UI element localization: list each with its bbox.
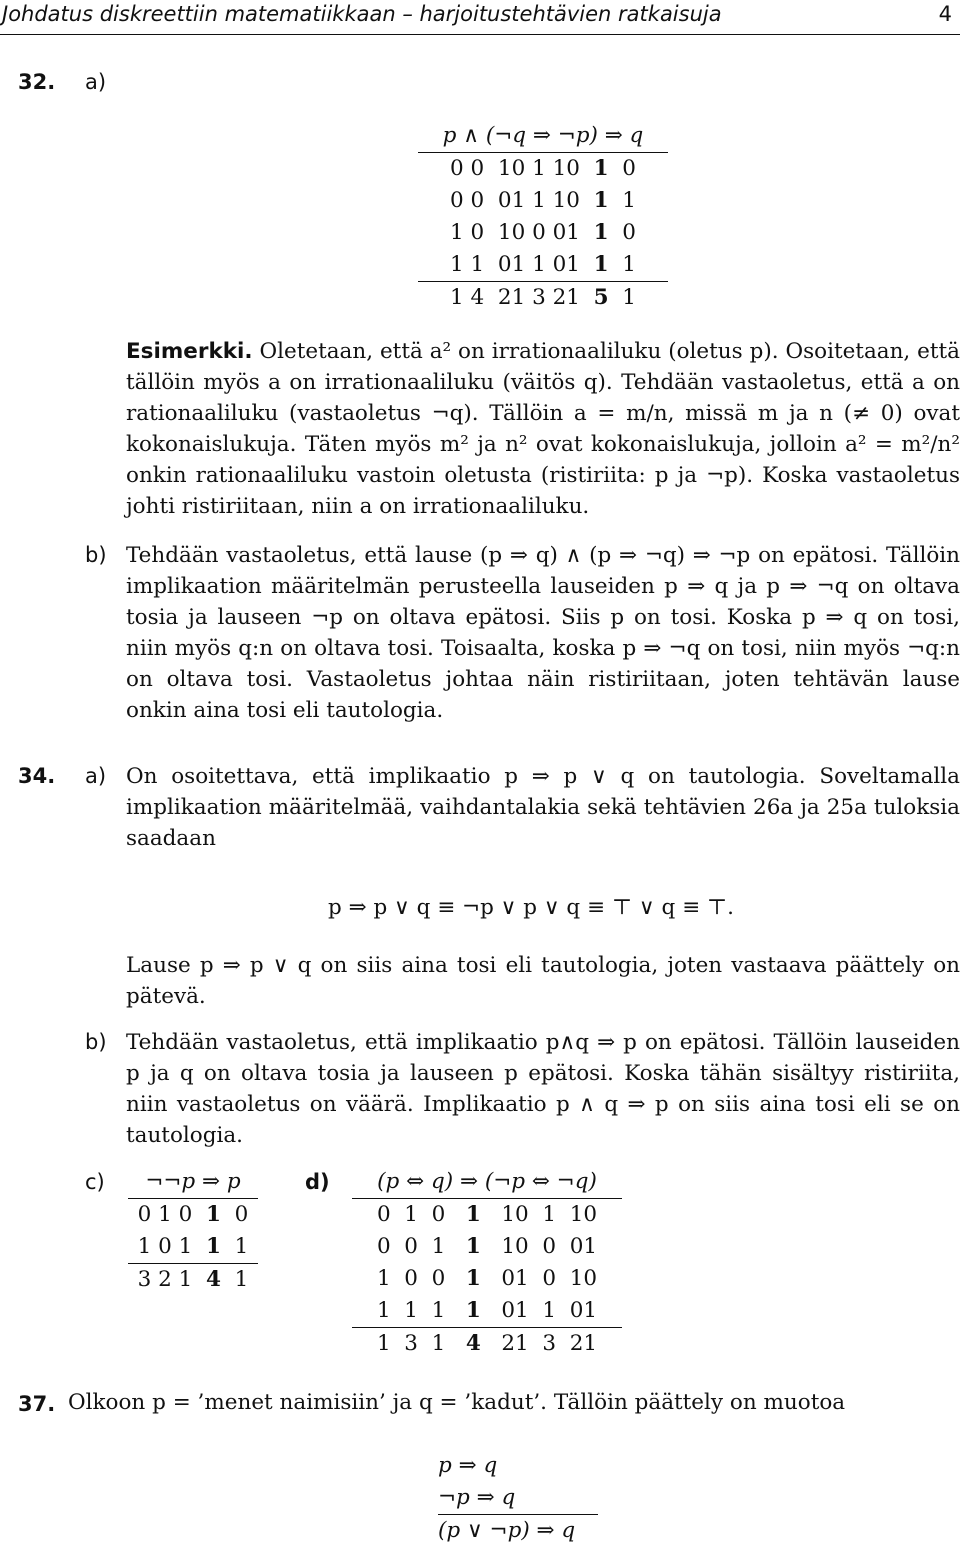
page-header xyxy=(0,0,960,30)
truth-table-order-row: 1 4 21 3 21 5 1 xyxy=(418,281,668,314)
premise-line: ¬p ⇒ q xyxy=(438,1485,516,1510)
premise-line: p ⇒ q xyxy=(438,1453,498,1478)
exercise-32-b-label: b) xyxy=(85,543,107,567)
exercise-32-number: 32. xyxy=(18,70,56,94)
exercise-32-b-text: Tehdään vastaoletus, että lause (p ⇒ q) ∧ (p ⇒ ¬q) ⇒ ¬p on epätosi. Tällöin implikaation määritelmän perusteella lauseiden p ⇒ q ja p ⇒ ¬q on oltava tosia ja lauseen ¬p on oltava epätosi. Siis p on tosi. Koska p ⇒ q on tosi, niin myös q:n on oltava tosi. Toisaalta, koska p ⇒ ¬q on tosi, niin myös ¬q:n on oltava tosi. Vastaoletus johtaa näin ristiriitaan, joten tehtävän lause onkin aina tosi eli tautologia. xyxy=(126,543,960,723)
exercise-34-b-text: Tehdään vastaoletus, että implikaatio p∧q ⇒ p on epätosi. Tällöin lauseiden p ja q on oltava tosia ja lauseen p epätosi. Koska tähän sisältyy ristiriita, niin vastaoletus on väärä. Implikaatio p ∧ q ⇒ p on siis aina tosi eli se on tautologia. xyxy=(126,1030,960,1148)
truth-table-row: 0 0 10 1 10 1 0 xyxy=(450,156,636,181)
truth-table-header: ¬¬p ⇒ p xyxy=(128,1166,258,1199)
truth-table-34c xyxy=(128,1166,258,1296)
exercise-34-d-label: d) xyxy=(305,1170,330,1194)
inference-37 xyxy=(438,1450,598,1547)
exercise-34-a-text: On osoitettava, että implikaatio p ⇒ p ∨ q on tautologia. Soveltamalla implikaation määritelmää, vaihdantalakia sekä tehtävien 26a ja 25a tuloksia saadaan xyxy=(126,764,960,851)
truth-table-row: 0 1 0 1 0 xyxy=(137,1202,249,1227)
truth-table-header: (p ⇔ q) ⇒ (¬p ⇔ ¬q) xyxy=(352,1166,622,1199)
example-paragraph xyxy=(126,336,960,522)
exercise-37-number: 37. xyxy=(18,1392,56,1416)
exercise-34-a-label: a) xyxy=(85,764,107,788)
exercise-34-number: 34. xyxy=(18,764,56,788)
exercise-34-c-label: c) xyxy=(85,1170,105,1194)
exercise-32-a-label: a) xyxy=(85,70,107,94)
truth-table-row: 1 0 10 0 01 1 0 xyxy=(450,220,636,245)
document-title: Johdatus diskreettiin matematiikkaan – harjoitustehtävien ratkaisuja xyxy=(2,2,722,26)
truth-table-row: 0 0 1 1 10 0 01 xyxy=(376,1234,598,1259)
truth-table-header: p ∧ (¬q ⇒ ¬p) ⇒ q xyxy=(418,120,668,153)
exercise-34-b-label: b) xyxy=(85,1030,107,1054)
example-label: Esimerkki. xyxy=(126,339,253,364)
truth-table-row: 1 1 1 1 01 1 01 xyxy=(376,1298,598,1323)
truth-table-row: 0 0 01 1 10 1 1 xyxy=(450,188,636,213)
truth-table-order-row: 3 2 1 4 1 xyxy=(128,1263,258,1296)
truth-table-row: 1 1 01 1 01 1 1 xyxy=(450,252,636,277)
header-rule xyxy=(0,34,960,35)
truth-table-row: 0 1 0 1 10 1 10 xyxy=(376,1202,598,1227)
truth-table-row: 1 0 0 1 01 0 10 xyxy=(376,1266,598,1291)
example-text: Oletetaan, että a² on irrationaaliluku (oletus p). Osoitetaan, että tällöin myös a on irrationaaliluku (väitös q). Tehdään vastaoletus, että a on rationaaliluku (vastaoletus ¬q). Tällöin a = m/n, missä m ja n (≠ 0) ovat kokonaislukuja. Täten myös m² ja n² ovat kokonaislukuja, jolloin a² = m²/n² onkin rationaaliluku vastoin oletusta (ristiriita: p ja ¬p). Koska vastaoletus johti ristiriitaan, niin a on irrationaaliluku. xyxy=(126,339,960,519)
truth-table-32a xyxy=(418,120,668,314)
conclusion-line: (p ∨ ¬p) ⇒ q xyxy=(438,1514,598,1547)
truth-table-row: 1 0 1 1 1 xyxy=(137,1234,249,1259)
truth-table-order-row: 1 3 1 4 21 3 21 xyxy=(352,1327,622,1360)
equation-34a: p ⇒ p ∨ q ≡ ¬p ∨ p ∨ q ≡ ⊤ ∨ q ≡ ⊤. xyxy=(328,895,734,920)
page-number: 4 xyxy=(938,2,952,26)
truth-table-34d xyxy=(352,1166,622,1360)
exercise-37-text: Olkoon p = ’menet naimisiin’ ja q = ’kadut’. Tällöin päättely on muotoa xyxy=(68,1390,846,1415)
exercise-34-a-conclusion: Lause p ⇒ p ∨ q on siis aina tosi eli tautologia, joten vastaava päättely on pätevä. xyxy=(126,953,960,1009)
